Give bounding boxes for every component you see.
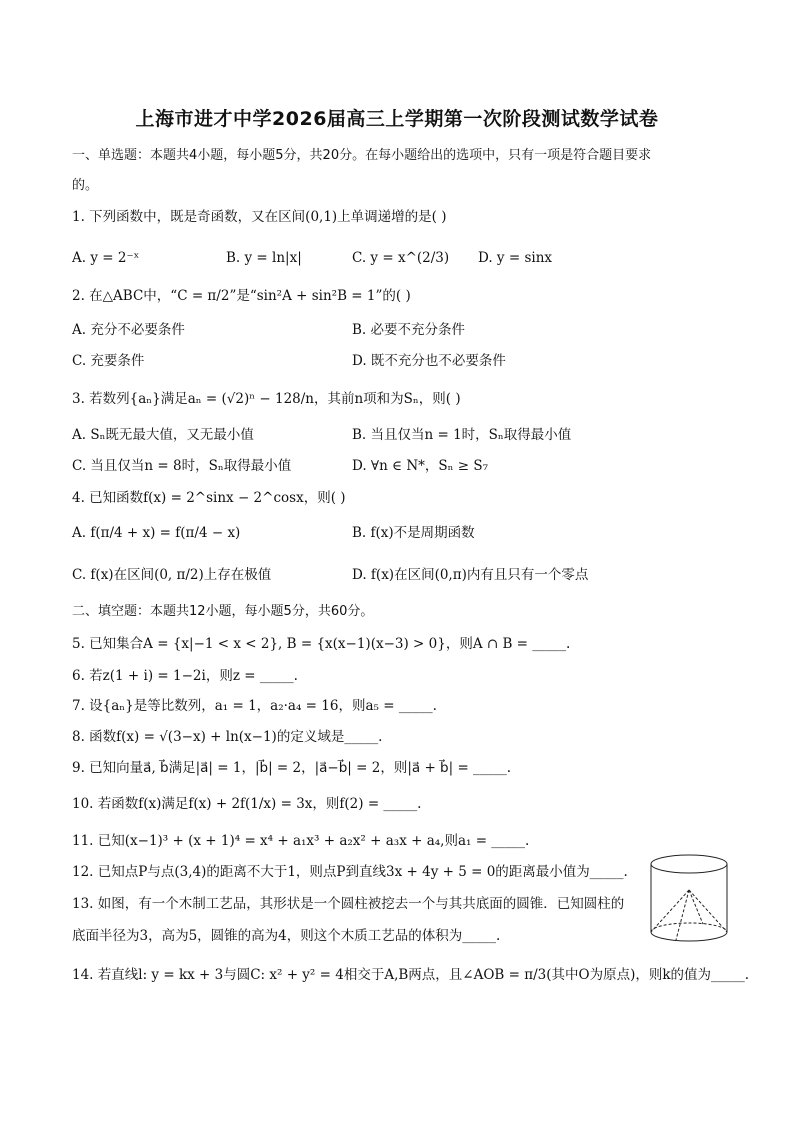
question-1-option-a: A. y = 2⁻ˣ [72, 250, 140, 266]
question-7: 7. 设{aₙ}是等比数列，a₁ = 1，a₂·a₄ = 16，则a₅ = _____. [72, 698, 437, 714]
question-2-option-b: B. 必要不充分条件 [352, 322, 466, 338]
question-1-stem: 1. 下列函数中，既是奇函数，又在区间(0,1)上单调递增的是( ) [72, 209, 447, 225]
question-3-option-b: B. 当且仅当n = 1时，Sₙ取得最小值 [352, 427, 572, 443]
cone-right-edge [689, 890, 727, 932]
question-4-option-a: A. f(π/4 + x) = f(π/4 − x) [72, 525, 241, 541]
question-3-option-a: A. Sₙ既无最大值，又无最小值 [72, 427, 254, 443]
question-6: 6. 若z(1 + i) = 1−2i，则z = _____. [72, 668, 298, 684]
question-9: 9. 已知向量a⃗, b⃗满足|a⃗| = 1，|b⃗| = 2，|a⃗−b⃗| = 2，则|a⃗ + b⃗| = _____. [72, 760, 512, 776]
question-1-option-d: D. y = sinx [478, 250, 552, 266]
cone-front-edge [676, 890, 689, 940]
question-8: 8. 函数f(x) = √(3−x) + ln(x−1)的定义域是_____. [72, 729, 383, 745]
question-13-line1: 13. 如图，有一个木制工艺品，其形状是一个圆柱被挖去一个与其共底面的圆锥．已知圆柱的 [72, 896, 625, 912]
question-3-stem: 3. 若数列{aₙ}满足aₙ = (√2)ⁿ − 128/n，其前n项和为Sₙ，则( ) [72, 391, 461, 407]
question-13-line2: 底面半径为3，高为5，圆锥的高为4，则这个木质工艺品的体积为_____. [72, 928, 501, 944]
question-4-option-b: B. f(x)不是周期函数 [352, 525, 475, 541]
page-title: 上海市进才中学2026届高三上学期第一次阶段测试数学试卷 [135, 108, 659, 130]
section2-heading: 二、填空题：本题共12小题，每小题5分，共60分。 [72, 604, 374, 619]
section1-heading-cont: 的。 [72, 178, 99, 193]
question-12: 12. 已知点P与点(3,4)的距离不大于1，则点P到直线3x + 4y + 5 = 0的距离最小值为_____. [72, 864, 628, 880]
question-4-option-c: C. f(x)在区间(0, π/2)上存在极值 [72, 567, 272, 583]
question-11: 11. 已知(x−1)³ + (x + 1)⁴ = x⁴ + a₁x³ + a₂x² + a₃x + a₄,则a₁ = _____. [72, 833, 530, 849]
question-5: 5. 已知集合A = {x|−1 < x < 2}, B = {x(x−1)(x−3) > 0}，则A ∩ B = _____. [72, 636, 571, 652]
question-2-stem: 2. 在△ABC中，“C = π/2”是“sin²A + sin²B = 1”的( ) [72, 288, 411, 304]
question-3-option-c: C. 当且仅当n = 8时，Sₙ取得最小值 [72, 458, 292, 474]
question-2-option-d: D. 既不充分也不必要条件 [352, 353, 506, 369]
cylinder-top-ellipse [651, 855, 727, 873]
question-10: 10. 若函数f(x)满足f(x) + 2f(1/x) = 3x，则f(2) = _____. [72, 796, 422, 812]
question-4-stem: 4. 已知函数f(x) = 2^sinx − 2^cosx，则( ) [72, 490, 346, 506]
cylinder-bottom-back [651, 923, 727, 932]
question-2-option-c: C. 充要条件 [72, 353, 145, 369]
question-14: 14. 若直线l: y = kx + 3与圆C: x² + y² = 4相交于A,B两点，且∠AOB = π/3(其中O为原点)，则k的值为_____. [72, 967, 750, 983]
cylinder-cone-figure [648, 852, 730, 948]
question-2-option-a: A. 充分不必要条件 [72, 322, 185, 338]
question-3-option-d: D. ∀n ∈ N*，Sₙ ≥ S₇ [352, 458, 489, 474]
cylinder-bottom-front [651, 932, 727, 941]
question-1-option-b: B. y = ln|x| [226, 250, 302, 266]
cone-back-edge [689, 890, 703, 924]
question-4-option-d: D. f(x)在区间(0,π)内有且只有一个零点 [352, 567, 589, 583]
question-1-option-c: C. y = x^(2/3) [352, 250, 450, 266]
section1-heading: 一、单选题：本题共4小题，每小题5分，共20分。在每小题给出的选项中，只有一项是符合题目要求 [72, 148, 652, 163]
